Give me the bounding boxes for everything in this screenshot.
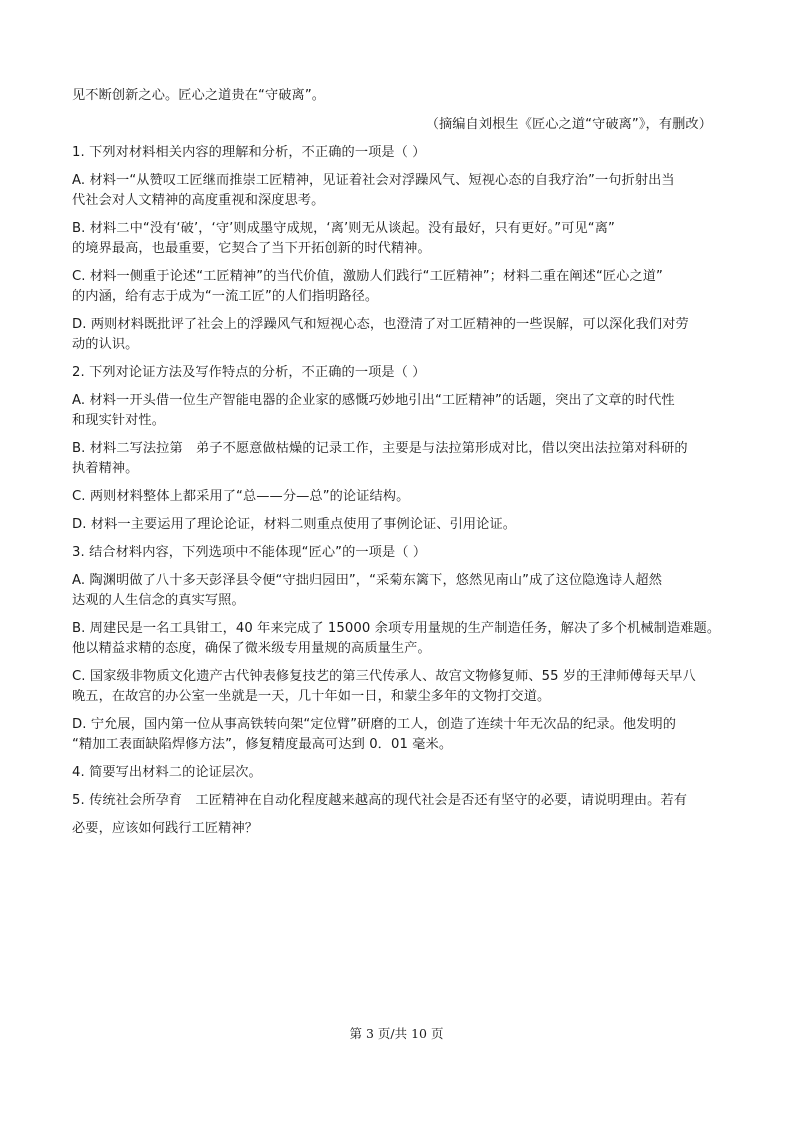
question-stem: 5. 传统社会所孕育 工匠精神在自动化程度越来越高的现代社会是否还有坚守的必要，请说明理由。若有 — [72, 793, 688, 808]
option-line: “精加工表面缺陷焊修方法”，修复精度最高可达到 0．01 毫米。 — [72, 737, 453, 752]
option-line: B. 周建民是一名工具钳工，40 年来完成了 15000 余项专用量规的生产制造任务，解决了多个机械制造难题。 — [72, 621, 721, 636]
option-line: 晚五，在故宫的办公室一坐就是一天，几十年如一日，和蒙尘多年的文物打交道。 — [72, 689, 551, 704]
question-stem: 1. 下列对材料相关内容的理解和分析，不正确的一项是（ ） — [72, 145, 426, 160]
option-line: A. 材料一“从赞叹工匠继而推崇工匠精神，见证着社会对浮躁风气、短视心态的自我疗治”一句折射出当 — [72, 173, 675, 188]
option-line: 动的认识。 — [72, 337, 139, 352]
option-line: D. 材料一主要运用了理论论证，材料二则重点使用了事例论证、引用论证。 — [72, 517, 517, 532]
option-line: D. 两则材料既批评了社会上的浮躁风气和短视心态，也澄清了对工匠精神的一些误解，可以深化我们对劳 — [72, 317, 689, 332]
question-stem: 3. 结合材料内容，下列选项中不能体现“匠心”的一项是（ ） — [72, 545, 427, 560]
option-line: 的境界最高，也最重要，它契合了当下开拓创新的时代精神。 — [72, 241, 431, 256]
option-line: 执着精神。 — [72, 461, 139, 476]
option-line: C. 两则材料整体上都采用了“总——分—总”的论证结构。 — [72, 489, 410, 504]
option-line: 他以精益求精的态度，确保了微米级专用量规的高质量生产。 — [72, 641, 431, 656]
option-line: B. 材料二写法拉第 弟子不愿意做枯燥的记录工作，主要是与法拉第形成对比，借以突出法拉第对科研的 — [72, 441, 688, 456]
option-line: B. 材料二中“没有‘破’，‘守’则成墨守成规，‘离’则无从谈起。没有最好，只有更好。”可见“离” — [72, 221, 615, 236]
option-line: 代社会对人文精神的高度重视和深度思考。 — [72, 193, 325, 208]
page-number: 第 3 页/共 10 页 — [349, 1026, 444, 1041]
option-line: 的内涵，给有志于成为“一流工匠”的人们指明路径。 — [72, 289, 379, 304]
option-line: 和现实针对性。 — [72, 413, 166, 428]
intro-line: 见不断创新之心。匠心之道贵在“守破离”。 — [72, 88, 326, 103]
option-line: 达观的人生信念的真实写照。 — [72, 593, 245, 608]
question-stem: 4. 简要写出材料二的论证层次。 — [72, 765, 262, 780]
question-list — [72, 143, 726, 839]
option-line: C. 国家级非物质文化遗产古代钟表修复技艺的第三代传承人、故宫文物修复师、55 岁的王津师傅每天早八 — [72, 669, 696, 684]
question-stem-continued: 必要，应该如何践行工匠精神？ — [72, 821, 259, 836]
option-line: A. 材料一开头借一位生产智能电器的企业家的感慨巧妙地引出“工匠精神”的话题，突出了文章的时代性 — [72, 393, 675, 408]
option-line: A. 陶渊明做了八十多天彭泽县令便“守拙归园田”，“采菊东篱下，悠然见南山”成了这位隐逸诗人超然 — [72, 573, 662, 588]
source-citation: （摘编自刘根生《匠心之道“守破离”》，有删改） — [425, 117, 712, 132]
option-line: D. 宁允展，国内第一位从事高铁转向架“定位臂”研磨的工人，创造了连续十年无次品的纪录。他发明的 — [72, 717, 677, 732]
document-body — [72, 86, 726, 839]
option-line: C. 材料一侧重于论述“工匠精神”的当代价值，激励人们践行“工匠精神”；材料二重在阐述“匠心之道” — [72, 269, 663, 284]
question-stem: 2. 下列对论证方法及写作特点的分析，不正确的一项是（ ） — [72, 365, 426, 380]
